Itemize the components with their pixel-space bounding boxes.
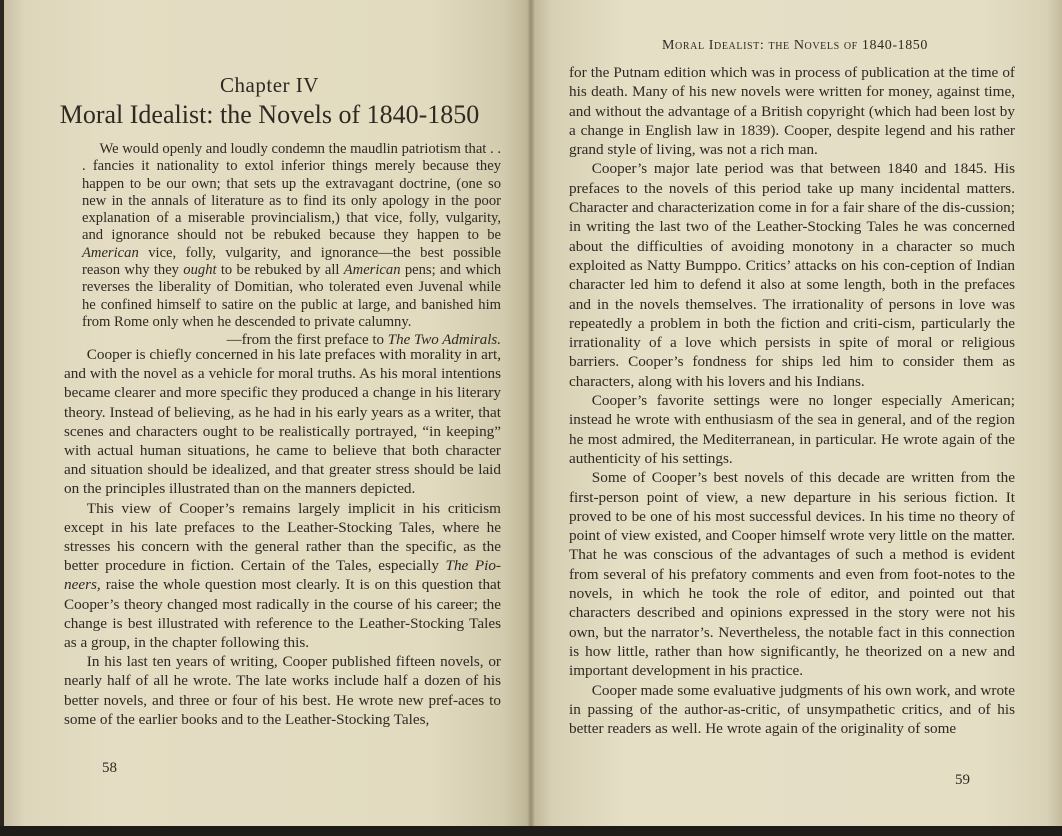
right-page (531, 0, 1062, 836)
paragraph: This view of Cooper’s remains largely implicit in his criticism except in his late prefaces to the Leather-Stocking Tales, where he stresses his concern with the general rather than the specific, as the better procedure in fiction. Certain of the Tales, especially The Pio-neers, raise the whole question most clearly. It is on this question that Cooper’s theory changed most radically in the course of his career; the change is best illustrated with reference to the Leather-Stocking Tales as a group, in the chapter following this. (64, 499, 501, 652)
running-head: Moral Idealist: the Novels of 1840-1850 (662, 38, 928, 53)
page-number: 58 (102, 760, 117, 776)
paragraph: Some of Cooper’s best novels of this decade are written from the first-person point of view, a new departure in his serious fiction. It proved to be one of his most successful devices. In his time no theory of point of view existed, and Cooper himself wrote very little on the matter. That he was conscious of the advantages of such a method is evident from several of his prefatory comments and even from foot-notes to the novels, in which he took the role of editor, and pointed out that characters described and opinions expressed in the story were not his own, but the narrator’s. Nevertheless, the notable fact in this connection is how little, rather than how significantly, he theorized on a new and important development in his practice. (569, 469, 1015, 680)
epigraph-source: —from the first preface to The Two Admirals. (226, 332, 501, 349)
epigraph (82, 141, 501, 349)
page-number: 59 (955, 772, 970, 788)
book-spine (527, 0, 535, 836)
paragraph: Cooper made some evaluative judgments of his own work, and wrote in passing of the author-as-critic, of unsympathetic critics, and of his better readers as well. He wrote again of the originality of some (569, 681, 1015, 738)
scan-bottom-edge (0, 826, 1062, 836)
chapter-label: Chapter IV (220, 73, 319, 97)
paragraph: Cooper’s major late period was that between 1840 and 1845. His prefaces to the novels of this period take up many incidental matters. Character and characterization come in for a fair share of the dis-cussion; in writing the last two of the Leather-Stocking Tales he was concerned about the difficulties of avoiding monotony in a character so much exploited as Natty Bumppo. Critics’ attacks on his con-ception of Indian character led him to defend it also at some length, both in the prefaces and in the novels themselves. The irrationality of persons in love was repeatedly a problem in both the fiction and criti-cism, particularly the irrationality of a love which persists in spite of moral or religious barriers. Cooper’s fondness for ships led him to consider them as characters, along with his lovers and his Indians. (569, 160, 1015, 390)
paragraph: In his last ten years of writing, Cooper published fifteen novels, or nearly half of all he wrote. The late works include half a dozen of his better novels, and three or four of his best. He wrote new pref-aces to some of the earlier books and to the Leather-Stocking Tales, (64, 653, 501, 728)
paragraph: Cooper’s favorite settings were no longer especially American; instead he wrote with enthusiasm of the sea in general, and of the region he most admired, the Mediterranean, in particular. He wrote again of the authenticity of his settings. (569, 392, 1015, 467)
paragraph: for the Putnam edition which was in process of publication at the time of his death. Many of his new novels were written for money, against time, and without the advantage of a British copyright (which had been lost by a change in English law in 1839). Cooper, despite legend and his rather grand style of living, was not a rich man. (569, 64, 1015, 159)
epigraph-text: We would openly and loudly condemn the maudlin patriotism that . . . fancies it nationality to extol inferior things merely because they happen to be our own; that sets up the extravagant doctrine, (one so new in the annals of literature as to find its only apology in the poor explanation of a miserable provincialism,) that vice, folly, vulgarity, and ignorance should not be rebuked because they happen to be American vice, folly, vulgarity, and ignorance—the best possible reason why they ought to be rebuked by all American pens; and which reverses the liberality of Domitian, who tolerated even Juvenal while he confined himself to satire on the public at large, and banished him from Rome only when he descended to private calumny. (82, 141, 501, 330)
right-body-text (569, 63, 1015, 738)
chapter-title: Moral Idealist: the Novels of 1840-1850 (59, 100, 480, 129)
left-body-text (64, 345, 501, 729)
paragraph: Cooper is chiefly concerned in his late prefaces with morality in art, and with the novel as a vehicle for moral truths. As his moral intentions became clearer and more specific they produced a change in his literary theory. Instead of believing, as he had in his early years as a writer, that scenes and characters ought to be realistically portrayed, “in keeping” with actual human situations, he came to believe that both character and situation should be idealized, and that greater stress should be laid on the principles illustrated than on the manners depicted. (64, 346, 501, 498)
